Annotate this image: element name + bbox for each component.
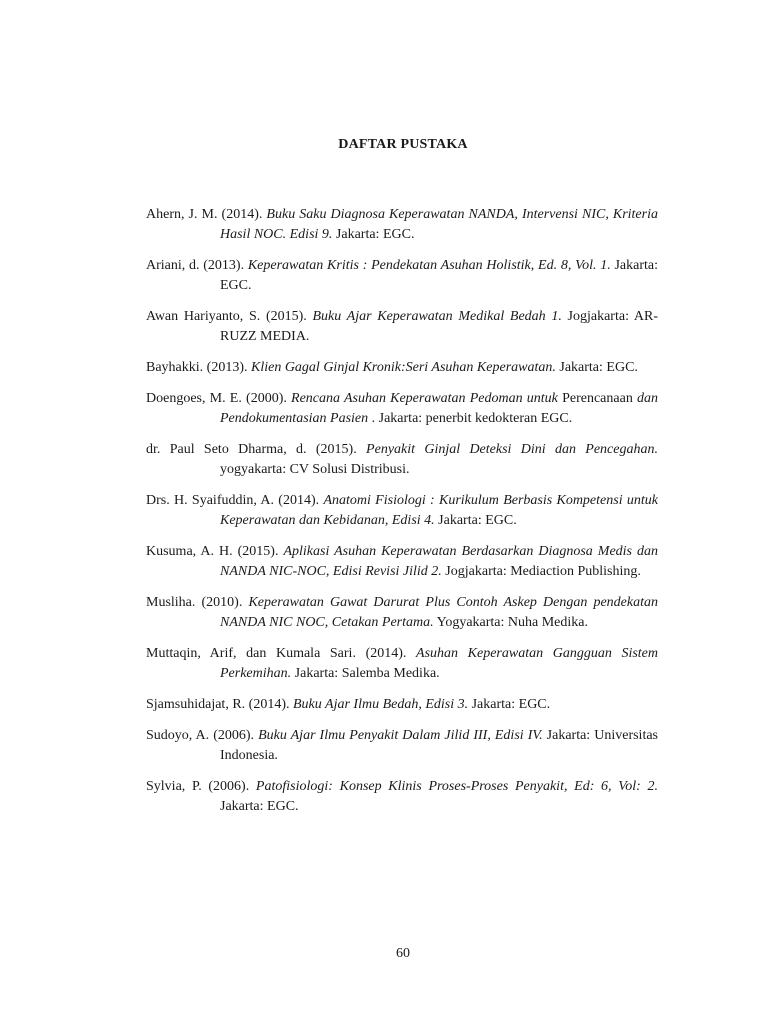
reference-publisher: Jakarta: EGC. [332,227,415,242]
reference-author-year: Kusuma, A. H. (2015). [146,544,284,559]
reference-item [146,440,658,480]
page-title: DAFTAR PUSTAKA [338,137,468,152]
reference-item [146,491,658,531]
reference-author-year: Sylvia, P. (2006). [146,779,256,794]
reference-item [146,389,658,429]
reference-author-year: Ariani, d. (2013). [146,258,248,273]
reference-item [146,695,658,715]
reference-author-year: Musliha. (2010). [146,595,249,610]
reference-title: Patofisiologi: Konsep Klinis Proses-Proses Penyakit, Ed: 6, Vol: 2. [255,779,658,794]
reference-author-year: dr. Paul Seto Dharma, d. (2015). [146,442,367,457]
reference-title: Buku Ajar Ilmu Penyakit Dalam Jilid III, Edisi IV. [258,728,543,743]
reference-list [146,205,658,828]
reference-title: Keperawatan Kritis : Pendekatan Asuhan Holistik, Ed. 8, Vol. 1. [247,258,611,273]
reference-title: Anatomi Fisiologi : Kurikulum Berbasis Kompetensi untuk Keperawatan dan Kebidanan, Edisi 4. [220,493,658,528]
reference-item [146,542,658,582]
reference-title: Keperawatan Gawat Darurat Plus Contoh Askep Dengan pendekatan NANDA NIC NOC, Cetakan Pertama. [220,595,659,630]
reference-title: Aplikasi Asuhan Keperawatan Berdasarkan Diagnosa Medis dan NANDA NIC-NOC, Edisi Revisi Jilid 2. [220,544,659,579]
reference-item [146,777,658,817]
reference-author-year: Sudoyo, A. (2006). [146,728,259,743]
reference-author-year: Drs. H. Syaifuddin, A. (2014). [146,493,324,508]
reference-author-year: Doengoes, M. E. (2000). [146,391,292,406]
reference-author-year: Sjamsuhidajat, R. (2014). [146,697,293,712]
reference-publisher: Yogyakarta: Nuha Medika. [433,615,589,630]
reference-title: Rencana Asuhan Keperawatan Pedoman untuk [291,391,558,406]
reference-item [146,726,658,766]
page-number: 60 [396,946,410,961]
reference-publisher: Jakarta: EGC. [220,799,299,814]
reference-author-year: Ahern, J. M. (2014). [146,207,267,222]
reference-author-year: Awan Hariyanto, S. (2015). [146,309,313,324]
reference-title: Buku Saku Diagnosa Keperawatan NANDA, Intervensi NIC, Kriteria Hasil NOC. Edisi 9. [220,207,658,242]
reference-publisher: Jogjakarta: Mediaction Publishing. [441,564,641,579]
reference-item [146,307,658,347]
reference-publisher: Jakarta: Salemba Medika. [291,666,440,681]
reference-title: Asuhan Keperawatan Gangguan Sistem Perkemihan. [220,646,658,681]
reference-publisher: Jakarta: EGC. [468,697,551,712]
reference-publisher: Jogjakarta: AR-RUZZ MEDIA. [220,309,658,344]
reference-item [146,256,658,296]
reference-author-year: Bayhakki. (2013). [146,360,251,375]
reference-title: Buku Ajar Keperawatan Medikal Bedah 1. [312,309,562,324]
reference-publisher: yogyakarta: CV Solusi Distribusi. [220,462,410,477]
reference-title: Buku Ajar Ilmu Bedah, Edisi 3. [293,697,469,712]
reference-publisher: Jakarta: Universitas Indonesia. [220,728,659,763]
reference-publisher: Jakarta: EGC. [220,258,659,293]
reference-title: Klien Gagal Ginjal Kronik:Seri Asuhan Keperawatan. [250,360,556,375]
reference-title: Penyakit Ginjal Deteksi Dini dan Pencegahan. [366,442,658,457]
reference-author-year: Muttaqin, Arif, dan Kumala Sari. (2014). [146,646,417,661]
reference-text: Perencanaan [557,391,637,406]
reference-title-continued: dan Pendokumentasian Pasien [220,391,658,426]
reference-publisher: . Jakarta: penerbit kedokteran EGC. [368,411,573,426]
reference-item [146,593,658,633]
reference-publisher: Jakarta: EGC. [555,360,638,375]
reference-item [146,205,658,245]
reference-item [146,358,658,378]
reference-publisher: Jakarta: EGC. [434,513,517,528]
reference-item [146,644,658,684]
